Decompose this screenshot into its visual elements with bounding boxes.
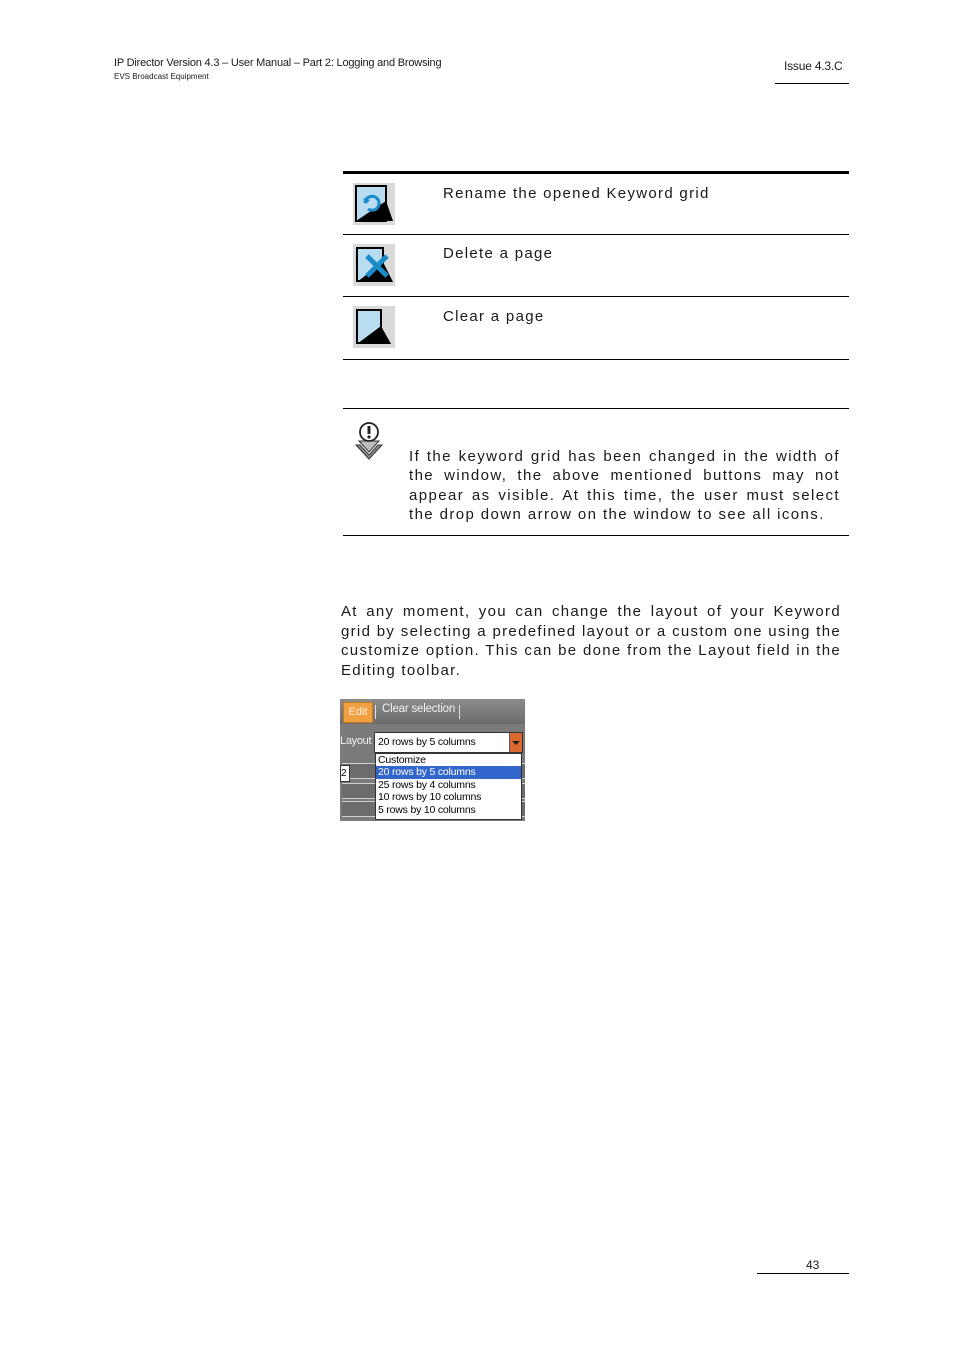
layout-option-customize[interactable]: Customize xyxy=(378,754,426,766)
note-text: If the keyword grid has been changed in the width of the window, the above mentioned buttons may not appear as visible. At this time, the user must select the drop down arrow on the window to see all icons. xyxy=(409,448,840,524)
layout-option-25x4[interactable]: 25 rows by 4 columns xyxy=(378,778,476,791)
layout-option-20x5[interactable]: 20 rows by 5 columns xyxy=(376,766,521,778)
grid-cell[interactable]: 2 xyxy=(340,765,350,782)
body-paragraph: At any moment, you can change the layout of your Keyword grid by selecting a predefined layout or a custom one using the customize option. This can be done from the Layout field in the Editing toolbar. xyxy=(341,603,841,679)
header-rule xyxy=(775,83,849,84)
header-issue: Issue 4.3.C xyxy=(784,59,843,73)
warning-note-icon xyxy=(352,421,386,461)
table-bottom-border xyxy=(343,359,849,360)
rename-grid-icon xyxy=(353,183,395,225)
layout-select[interactable] xyxy=(374,732,523,753)
layout-label: Layout xyxy=(340,735,372,747)
layout-option-10x10[interactable]: 10 rows by 10 columns xyxy=(378,791,482,804)
layout-screenshot xyxy=(340,699,525,821)
delete-page-icon xyxy=(353,244,395,286)
table-row-divider xyxy=(343,296,849,297)
layout-dropdown-list xyxy=(375,753,522,820)
note-top-border xyxy=(343,408,849,409)
layout-selected-value: 20 rows by 5 columns xyxy=(378,736,476,748)
chevron-down-icon[interactable] xyxy=(509,733,522,752)
footer-rule xyxy=(757,1273,849,1274)
toolbar-separator xyxy=(459,705,460,719)
table-row-divider xyxy=(343,234,849,235)
page-number: 43 xyxy=(806,1258,820,1272)
table-row-clear-text: Clear a page xyxy=(443,308,545,325)
table-top-border xyxy=(343,171,849,174)
table-row-rename-text: Rename the opened Keyword grid xyxy=(443,185,710,202)
header-subtitle: EVS Broadcast Equipment xyxy=(114,72,209,81)
note-bottom-border xyxy=(343,535,849,536)
toolbar-separator xyxy=(375,705,376,719)
table-row-delete-text: Delete a page xyxy=(443,245,554,262)
edit-button[interactable]: Edit xyxy=(343,702,373,723)
clear-selection-button[interactable]: Clear selection xyxy=(382,703,456,715)
header-title: IP Director Version 4.3 – User Manual – Part 2: Logging and Browsing xyxy=(114,57,442,69)
clear-page-icon xyxy=(353,306,395,348)
layout-option-5x10[interactable]: 5 rows by 10 columns xyxy=(378,803,476,816)
